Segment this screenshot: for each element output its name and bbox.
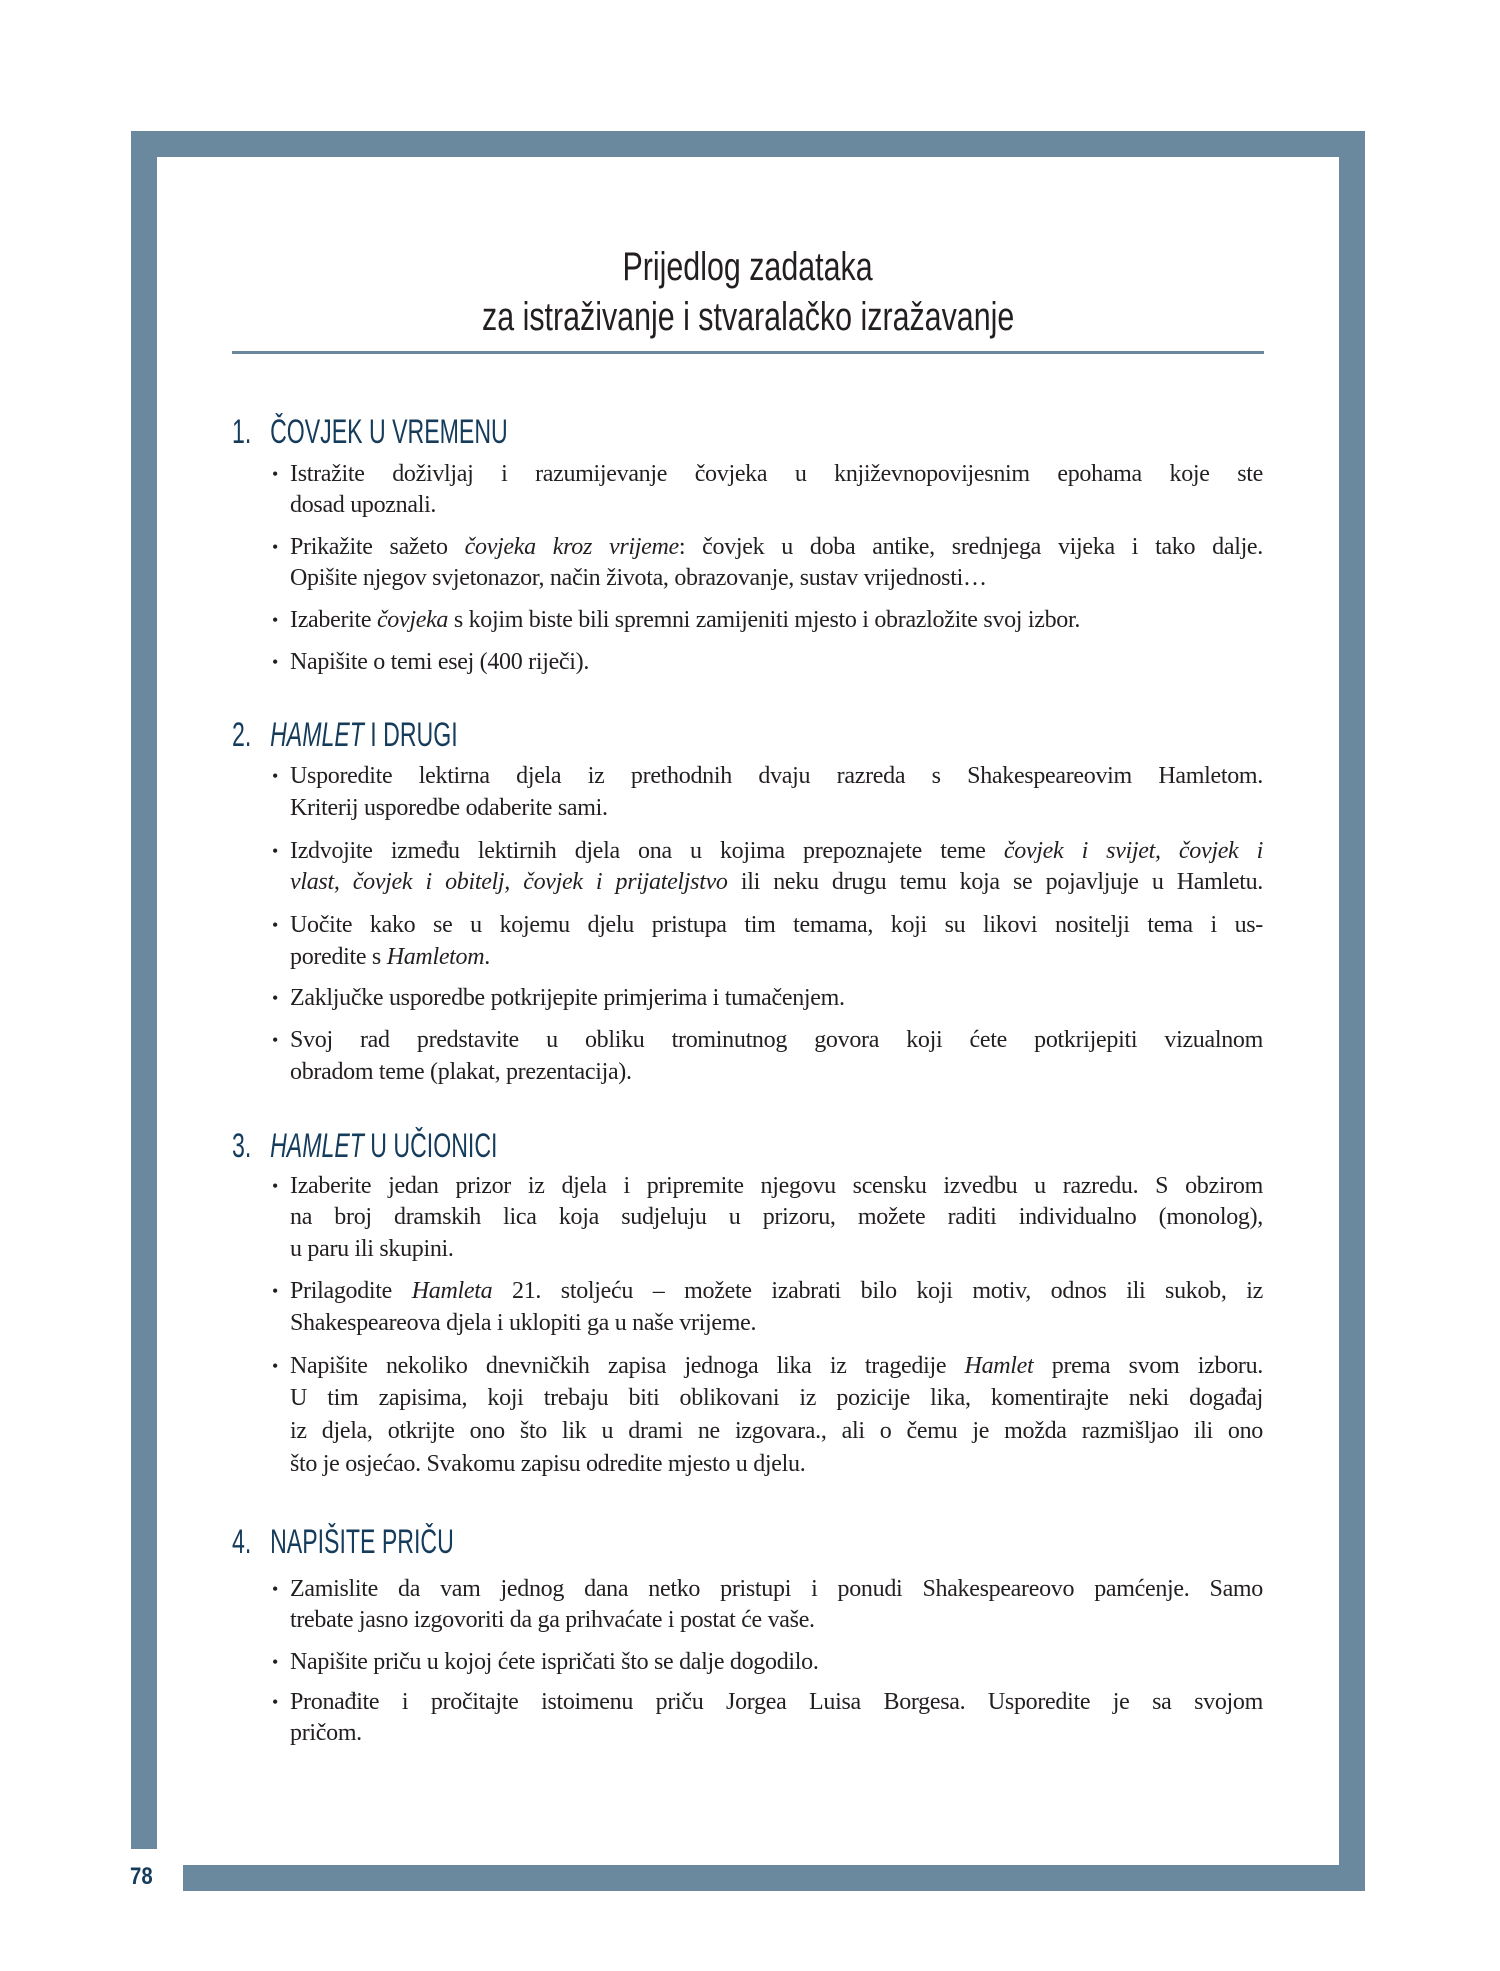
text-segment: Svoj rad predstavite u obliku trominutnog govora koji ćete potkrijepiti vizualnom (290, 1027, 1263, 1053)
text-segment: prema svom izboru. (1033, 1353, 1263, 1379)
list-item-line (290, 1351, 1263, 1382)
section-title-italic: HAMLET (270, 716, 364, 754)
list-item-line (290, 1171, 1263, 1202)
bullet-icon: • (272, 652, 279, 672)
text-segment: Zaključke usporedbe potkrijepite primjerima i tumačenjem. (290, 985, 845, 1011)
text-segment: Shakespeareova djela i uklopiti ga u naše vrijeme. (290, 1310, 757, 1336)
list-item-line (290, 942, 1263, 973)
text-segment: Zamislite da vam jednog dana netko pristupi i ponudi Shakespeareovo pamćenje. Samo (290, 1576, 1263, 1602)
section-title: ČOVJEK U VREMENU (270, 413, 508, 451)
text-segment: . (484, 944, 490, 970)
text-segment: u paru ili skupini. (290, 1236, 454, 1262)
text-segment: pričom. (290, 1720, 362, 1746)
text-segment: Izaberite jedan prizor iz djela i pripremite njegovu scensku izvedbu u razredu. S obzirom (290, 1173, 1263, 1199)
section-title: NAPIŠITE PRIČU (270, 1523, 454, 1561)
list-item-line (290, 1718, 1263, 1749)
text-segment: Izaberite (290, 607, 377, 633)
list-item-line (290, 1416, 1263, 1447)
list-item-line (290, 1687, 1263, 1718)
bullet-icon: • (272, 610, 279, 630)
text-segment: Izdvojite između lektirnih djela ona u kojima prepoznajete teme (290, 838, 1004, 864)
text-segment: obradom teme (plakat, prezentacija). (290, 1059, 632, 1085)
italic-segment: Hamletom (386, 944, 485, 970)
bullet-icon: • (272, 1176, 279, 1196)
text-segment: : čovjek u doba antike, srednjega vijeka i tako dalje. (678, 534, 1263, 560)
section-number: 3. (232, 1127, 252, 1165)
section-number: 2. (232, 716, 252, 754)
section-heading-1 (232, 414, 508, 450)
section-number: 4. (232, 1523, 252, 1561)
list-item-line (290, 1234, 1263, 1265)
page-title-text-2: za istraživanje i stvaralačko izražavanje (481, 295, 1015, 339)
text-segment: Uočite kako se u kojemu djelu pristupa tim temama, koji su likovi nositelji tema i us- (290, 912, 1263, 938)
text-segment: Napišite priču u kojoj ćete ispričati što se dalje dogodilo. (290, 1649, 819, 1675)
section-number: 1. (232, 413, 252, 451)
text-segment: Kriterij usporedbe odaberite sami. (290, 795, 608, 821)
text-segment: Usporedite lektirna djela iz prethodnih dvaju razreda s Shakespeareovim Hamletom. (290, 763, 1263, 789)
text-segment: Napišite o temi esej (400 riječi). (290, 649, 590, 675)
list-item-line (290, 1383, 1263, 1414)
list-item-line (290, 1057, 1263, 1088)
list-item-line (290, 761, 1263, 792)
section-heading-4 (232, 1524, 454, 1560)
bullet-icon: • (272, 915, 279, 935)
list-item-line (290, 459, 1263, 490)
list-item-line (290, 1025, 1263, 1056)
section-title: U UČIONICI (363, 1127, 498, 1165)
text-segment: s kojim biste bili spremni zamijeniti mjesto i obrazložite svoj izbor. (448, 607, 1081, 633)
list-item-line (290, 793, 1263, 824)
frame-left-bar (131, 131, 157, 1849)
text-segment: trebate jasno izgovoriti da ga prihvaćate i postat će vaše. (290, 1607, 815, 1633)
list-item-line (290, 836, 1263, 867)
section-title: I DRUGI (363, 716, 458, 754)
bullet-icon: • (272, 1356, 279, 1376)
list-item-line (290, 1202, 1263, 1233)
italic-segment: Hamleta (411, 1278, 493, 1304)
list-item-line (290, 532, 1263, 563)
text-segment: ili neku drugu temu koja se pojavljuje u Hamletu. (727, 869, 1263, 895)
list-item-line (290, 867, 1263, 898)
list-item-line (290, 647, 1263, 678)
list-item-line (290, 490, 1263, 521)
bullet-icon: • (272, 464, 279, 484)
text-segment: dosad upoznali. (290, 492, 437, 518)
page-title-text-1: Prijedlog zadataka (622, 245, 874, 289)
frame-bottom-bar (183, 1865, 1365, 1891)
section-heading-2 (232, 717, 458, 753)
bullet-icon: • (272, 988, 279, 1008)
italic-segment: čovjeka kroz vrijeme (464, 534, 679, 560)
bullet-icon: • (272, 1579, 279, 1599)
frame-top-bar (131, 131, 1365, 157)
frame-right-bar (1339, 131, 1365, 1891)
text-segment: poredite s (290, 944, 387, 970)
list-item-line (290, 1276, 1263, 1307)
title-divider (232, 351, 1264, 354)
bullet-icon: • (272, 1652, 279, 1672)
page-number: 78 (130, 1863, 153, 1890)
text-segment: Prilagodite (290, 1278, 412, 1304)
page-title-line-1 (157, 242, 1339, 292)
section-title-italic: HAMLET (270, 1127, 364, 1165)
list-item-line (290, 1647, 1263, 1678)
list-item-line (290, 983, 1263, 1014)
list-item-line (290, 910, 1263, 941)
text-segment: 21. stoljeću – možete izabrati bilo koji motiv, odnos ili sukob, iz (492, 1278, 1263, 1304)
text-segment: Prikažite sažeto (290, 534, 465, 560)
italic-segment: čovjek i svijet, čovjek i (1003, 838, 1263, 864)
list-item-line (290, 1308, 1263, 1339)
bullet-icon: • (272, 1692, 279, 1712)
italic-segment: čovjeka (376, 607, 449, 633)
list-item-line (290, 1449, 1263, 1480)
bullet-icon: • (272, 841, 279, 861)
italic-segment: Hamlet (964, 1353, 1034, 1379)
bullet-icon: • (272, 1030, 279, 1050)
text-segment: što je osjećao. Svakomu zapisu odredite mjesto u djelu. (290, 1451, 806, 1477)
text-segment: Napišite nekoliko dnevničkih zapisa jednoga lika iz tragedije (290, 1353, 965, 1379)
bullet-icon: • (272, 537, 279, 557)
text-segment: Opišite njegov svjetonazor, način života, obrazovanje, sustav vrijednosti… (290, 565, 987, 591)
section-heading-3 (232, 1128, 497, 1164)
text-segment: na broj dramskih lica koja sudjeluju u prizoru, možete raditi individualno (monolog), (290, 1204, 1263, 1230)
list-item-line (290, 563, 1263, 594)
text-segment: Istražite doživljaj i razumijevanje čovjeka u književnopovijesnim epohama koje ste (290, 461, 1263, 487)
text-segment: U tim zapisima, koji trebaju biti oblikovani iz pozicije lika, komentirajte neki događaj (290, 1385, 1263, 1411)
page-title-line-2 (157, 292, 1339, 342)
italic-segment: vlast, čovjek i obitelj, čovjek i prijateljstvo (290, 869, 728, 895)
text-segment: iz djela, otkrijte ono što lik u drami ne izgovara., ali o čemu je možda razmišljao ili ono (290, 1418, 1263, 1444)
bullet-icon: • (272, 1281, 279, 1301)
list-item-line (290, 1605, 1263, 1636)
bullet-icon: • (272, 766, 279, 786)
list-item-line (290, 1574, 1263, 1605)
text-segment: Pronađite i pročitajte istoimenu priču Jorgea Luisa Borgesa. Usporedite je sa svojom (290, 1689, 1263, 1715)
list-item-line (290, 605, 1263, 636)
